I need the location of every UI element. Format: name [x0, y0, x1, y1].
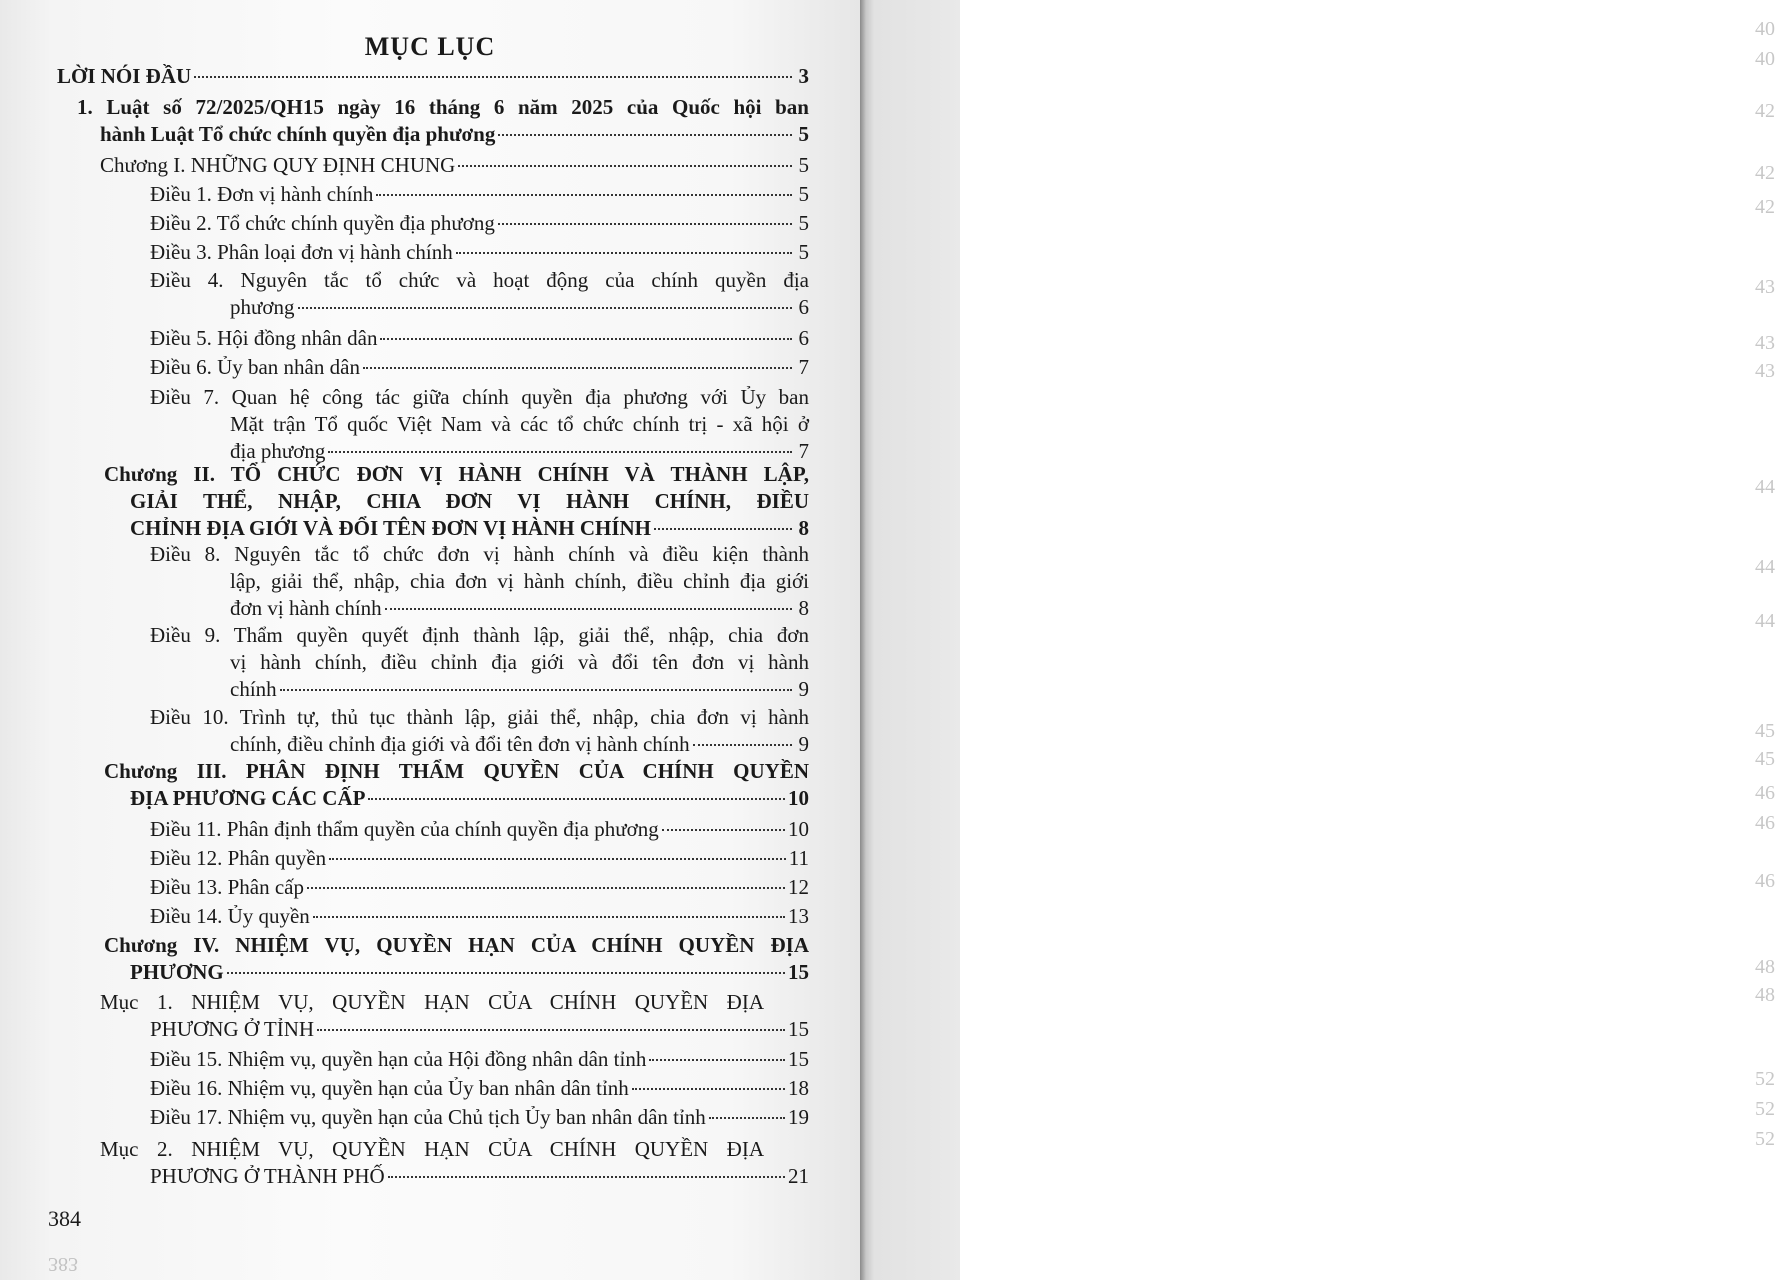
toc-page-number: 7	[798, 439, 809, 463]
dot-leader	[388, 1176, 785, 1178]
table-of-contents	[0, 0, 860, 1280]
toc-page-number: 8	[798, 516, 809, 540]
bleed-number: 48	[1755, 956, 1775, 978]
dot-leader	[632, 1088, 785, 1090]
toc-page-number: 15	[788, 960, 809, 984]
toc-entry-title: Điều 6. Ủy ban nhân dân	[150, 355, 360, 379]
toc-page-number: 15	[788, 1017, 809, 1041]
toc-entry[interactable]	[150, 181, 809, 208]
toc-page-number: 5	[798, 182, 809, 206]
toc-entry-title: CHỈNH ĐỊA GIỚI VÀ ĐỔI TÊN ĐƠN VỊ HÀNH CHÍNH	[130, 516, 652, 540]
toc-entry-title: Mặt trận Tổ quốc Việt Nam và các tổ chức chính trị - xã hội ở	[230, 412, 809, 436]
toc-page-number: 5	[798, 240, 809, 264]
toc-entry-title: Điều 16. Nhiệm vụ, quyền hạn của Ủy ban nhân dân tỉnh	[150, 1076, 629, 1100]
bleed-page-number: 383	[48, 1253, 78, 1275]
toc-entry-title: LỜI NÓI ĐẦU	[57, 64, 192, 88]
toc-entry-title: ĐỊA PHƯƠNG CÁC CẤP	[130, 786, 366, 810]
bleed-number: 52	[1755, 1128, 1775, 1150]
toc-entry-title: Điều 4. Nguyên tắc tổ chức và hoạt động của chính quyền địa	[150, 268, 809, 292]
bleed-number: 43	[1755, 360, 1775, 382]
toc-entry-title: Điều 12. Phân quyền	[150, 846, 327, 870]
dot-leader	[376, 194, 792, 196]
toc-entry[interactable]	[150, 239, 809, 266]
page-number: 384	[48, 1206, 81, 1231]
bleed-number: 40	[1755, 18, 1775, 40]
toc-entry-title: vị hành chính, điều chỉnh địa giới và đổi tên đơn vị hành	[230, 650, 809, 674]
toc-entry-title: Điều 10. Trình tự, thủ tục thành lập, giải thể, nhập, chia đơn vị hành	[150, 705, 809, 729]
toc-page-number: 12	[788, 875, 809, 899]
bleed-number: 52	[1755, 1068, 1775, 1090]
toc-entry-title: hành Luật Tổ chức chính quyền địa phương	[100, 122, 496, 146]
toc-page-number: 19	[788, 1105, 809, 1129]
toc-entry[interactable]	[150, 704, 809, 758]
toc-entry[interactable]	[100, 152, 809, 179]
bleed-number: 43	[1755, 332, 1775, 354]
bleed-number: 52	[1755, 1098, 1775, 1120]
toc-entry-title: GIẢI THỂ, NHẬP, CHIA ĐƠN VỊ HÀNH CHÍNH, ĐIỀU	[130, 489, 809, 513]
dot-leader	[280, 689, 792, 691]
bleed-number: 46	[1755, 812, 1775, 834]
toc-entry-title: Điều 13. Phân cấp	[150, 875, 304, 899]
toc-entry[interactable]	[150, 1104, 809, 1131]
toc-entry-title: Chương I. NHỮNG QUY ĐỊNH CHUNG	[100, 153, 456, 177]
toc-entry-title: Điều 2. Tổ chức chính quyền địa phương	[150, 211, 495, 235]
toc-entry[interactable]	[150, 1046, 809, 1073]
toc-page-number: 15	[788, 1047, 809, 1071]
toc-entry-title: Mục 2. NHIỆM VỤ, QUYỀN HẠN CỦA CHÍNH QUYỀN ĐỊA	[100, 1137, 764, 1161]
dot-leader	[649, 1059, 785, 1061]
toc-entry-title: PHƯƠNG Ở THÀNH PHỐ	[150, 1164, 385, 1188]
dot-leader	[458, 165, 792, 167]
toc-page-number: 18	[788, 1076, 809, 1100]
toc-entry-title: chính	[230, 677, 277, 701]
toc-entry[interactable]	[150, 267, 809, 321]
toc-page-number: 3	[798, 64, 809, 88]
toc-page-number: 5	[798, 153, 809, 177]
dot-leader	[307, 887, 785, 889]
dot-leader	[194, 76, 792, 78]
bleed-number: 42	[1755, 196, 1775, 218]
dot-leader	[385, 608, 792, 610]
dot-leader	[709, 1117, 785, 1119]
toc-entry-title: Chương III. PHÂN ĐỊNH THẨM QUYỀN CỦA CHÍNH QUYỀN	[104, 759, 809, 783]
toc-page-number: 5	[798, 122, 809, 146]
toc-entry-title: Điều 17. Nhiệm vụ, quyền hạn của Chủ tịch Ủy ban nhân dân tỉnh	[150, 1105, 706, 1129]
adjacent-page-edge	[860, 0, 1775, 1280]
toc-page-number: 7	[798, 355, 809, 379]
toc-entry[interactable]	[100, 1136, 809, 1190]
toc-entry-title: Chương IV. NHIỆM VỤ, QUYỀN HẠN CỦA CHÍNH QUYỀN ĐỊA	[104, 933, 809, 957]
toc-entry-title: Điều 7. Quan hệ công tác giữa chính quyền địa phương với Ủy ban	[150, 385, 809, 409]
dot-leader	[227, 972, 785, 974]
toc-entry[interactable]	[150, 210, 809, 237]
dot-leader	[368, 798, 785, 800]
toc-page-number: 10	[788, 817, 809, 841]
toc-entry-title: Điều 3. Phân loại đơn vị hành chính	[150, 240, 453, 264]
bleed-number: 44	[1755, 556, 1775, 578]
dot-leader	[329, 858, 786, 860]
toc-entry[interactable]	[150, 622, 809, 703]
dot-leader	[498, 223, 792, 225]
toc-entry[interactable]	[150, 874, 809, 901]
toc-page-number: 10	[788, 786, 809, 810]
bleed-number: 43	[1755, 276, 1775, 298]
toc-entry[interactable]	[150, 816, 809, 843]
toc-page-number: 8	[798, 596, 809, 620]
toc-page-number: 6	[798, 326, 809, 350]
toc-entry[interactable]	[150, 541, 809, 622]
toc-entry-title: chính, điều chỉnh địa giới và đổi tên đơn vị hành chính	[230, 732, 690, 756]
toc-entry[interactable]	[150, 903, 809, 930]
toc-entry[interactable]	[100, 932, 809, 986]
dot-leader	[693, 744, 792, 746]
toc-entry-title: 1. Luật số 72/2025/QH15 ngày 16 tháng 6 năm 2025 của Quốc hội ban	[77, 95, 809, 119]
dot-leader	[317, 1029, 785, 1031]
dot-leader	[662, 829, 785, 831]
toc-page-number: 13	[788, 904, 809, 928]
toc-entry[interactable]	[150, 384, 809, 465]
toc-page-number: 11	[788, 846, 809, 870]
dot-leader	[313, 916, 785, 918]
toc-entry-title: Điều 14. Ủy quyền	[150, 904, 310, 928]
bleed-number: 44	[1755, 610, 1775, 632]
toc-entry[interactable]	[150, 325, 809, 352]
toc-entry-title: Điều 9. Thẩm quyền quyết định thành lập, giải thể, nhập, chia đơn	[150, 623, 809, 647]
toc-entry-title: Điều 1. Đơn vị hành chính	[150, 182, 374, 206]
toc-entry-title: Điều 5. Hội đồng nhân dân	[150, 326, 378, 350]
toc-entry-title: Điều 11. Phân định thẩm quyền của chính quyền địa phương	[150, 817, 659, 841]
toc-page-number: 21	[788, 1164, 809, 1188]
toc-entry[interactable]	[150, 354, 809, 381]
toc-entry[interactable]	[100, 989, 809, 1043]
toc-entry-title: địa phương	[230, 439, 326, 463]
bleed-number: 42	[1755, 162, 1775, 184]
toc-entry-title: PHƯƠNG Ở TỈNH	[150, 1017, 315, 1041]
toc-page-number: 9	[798, 677, 809, 701]
toc-page-number: 5	[798, 211, 809, 235]
toc-entry[interactable]	[100, 461, 809, 542]
toc-page-number: 9	[798, 732, 809, 756]
dot-leader	[380, 338, 792, 340]
toc-entry-title: PHƯƠNG	[130, 960, 224, 984]
dot-leader	[363, 367, 792, 369]
toc-page-number: 6	[798, 295, 809, 319]
bleed-number: 44	[1755, 476, 1775, 498]
toc-entry-title: phương	[230, 295, 295, 319]
toc-entry-title: Chương II. TỔ CHỨC ĐƠN VỊ HÀNH CHÍNH VÀ THÀNH LẬP,	[104, 462, 809, 486]
bleed-number: 40	[1755, 48, 1775, 70]
bleed-number: 46	[1755, 870, 1775, 892]
dot-leader	[328, 451, 792, 453]
toc-entry[interactable]	[150, 1075, 809, 1102]
toc-entry[interactable]	[150, 845, 809, 872]
toc-entry[interactable]	[57, 94, 809, 148]
dot-leader	[456, 252, 792, 254]
toc-entry[interactable]	[100, 758, 809, 812]
dot-leader	[298, 307, 793, 309]
toc-entry-title: lập, giải thể, nhập, chia đơn vị hành chính, điều chỉnh địa giới	[230, 569, 809, 593]
toc-entry-title: Điều 8. Nguyên tắc tổ chức đơn vị hành chính và điều kiện thành	[150, 542, 809, 566]
dot-leader	[498, 134, 792, 136]
toc-entry-title: Mục 1. NHIỆM VỤ, QUYỀN HẠN CỦA CHÍNH QUYỀN ĐỊA	[100, 990, 764, 1014]
toc-entry-title: đơn vị hành chính	[230, 596, 382, 620]
toc-entry[interactable]	[57, 63, 809, 90]
page-title: MỤC LỤC	[364, 32, 496, 61]
bleed-number: 46	[1755, 782, 1775, 804]
toc-entry-title: Điều 15. Nhiệm vụ, quyền hạn của Hội đồng nhân dân tỉnh	[150, 1047, 647, 1071]
bleed-number: 45	[1755, 720, 1775, 742]
bleed-number: 48	[1755, 984, 1775, 1006]
bleed-number: 42	[1755, 100, 1775, 122]
bleed-number: 45	[1755, 748, 1775, 770]
dot-leader	[654, 528, 792, 530]
